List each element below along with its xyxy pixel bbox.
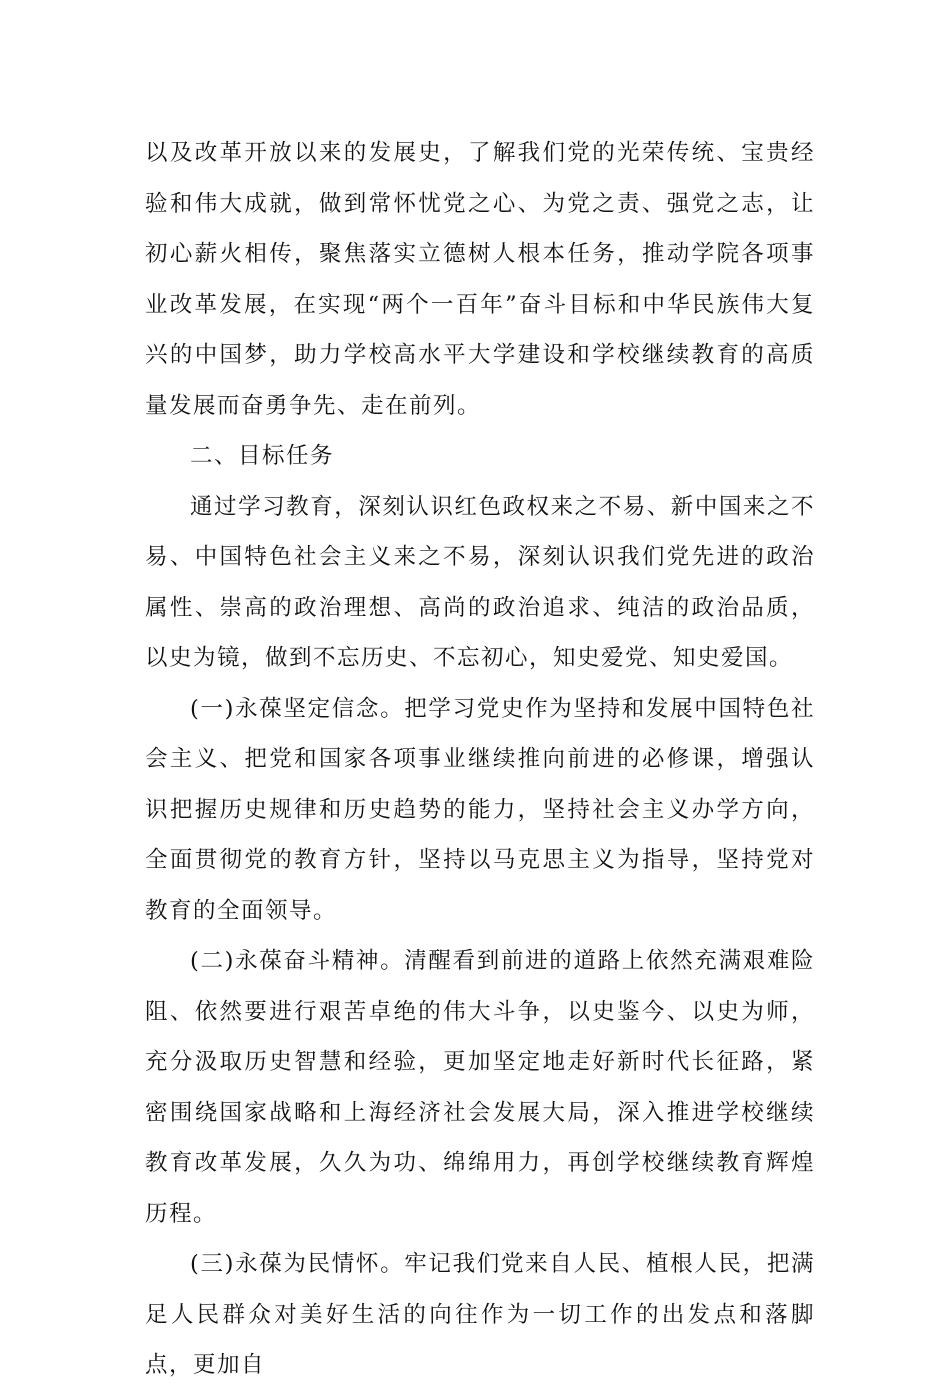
body-paragraph: (三)永葆为民情怀。牢记我们党来自人民、植根人民，把满足人民群众对美好生活的向往作为一切工作的出发点和落脚点，更加自: [145, 1251, 815, 1378]
body-paragraph: 以及改革开放以来的发展史，了解我们党的光荣传统、宝贵经验和伟大成就，做到常怀忧党之心、为党之责、强党之志，让初心薪火相传，聚焦落实立德树人根本任务，推动学院各项事业改革发展，在实现“两个一百年”奋斗目标和中华民族伟大复兴的中国梦，助力学校高水平大学建设和学校继续教育的高质量发展而奋勇争先、走在前列。: [145, 140, 815, 419]
body-paragraph: (一)永葆坚定信念。把学习党史作为坚持和发展中国特色社会主义、把党和国家各项事业继续推向前进的必修课，增强认识把握历史规律和历史趋势的能力，坚持社会主义办学方向，全面贯彻党的教育方针，坚持以马克思主义为指导，坚持党对教育的全面领导。: [145, 695, 815, 924]
body-paragraph: 通过学习教育，深刻认识红色政权来之不易、新中国来之不易、中国特色社会主义来之不易，深刻认识我们党先进的政治属性、崇高的政治理想、高尚的政治追求、纯洁的政治品质，以史为镜，做到不忘历史、不忘初心，知史爱党、知史爱国。: [145, 493, 815, 671]
document-body: [145, 128, 815, 1391]
body-paragraph: (二)永葆奋斗精神。清醒看到前进的道路上依然充满艰难险阻、依然要进行艰苦卓绝的伟大斗争，以史鉴今、以史为师，充分汲取历史智慧和经验，更加坚定地走好新时代长征路，紧密围绕国家战略和上海经济社会发展大局，深入推进学校继续教育改革发展，久久为功、绵绵用力，再创学校继续教育辉煌历程。: [145, 948, 815, 1227]
section-heading: 二、目标任务: [190, 443, 335, 469]
